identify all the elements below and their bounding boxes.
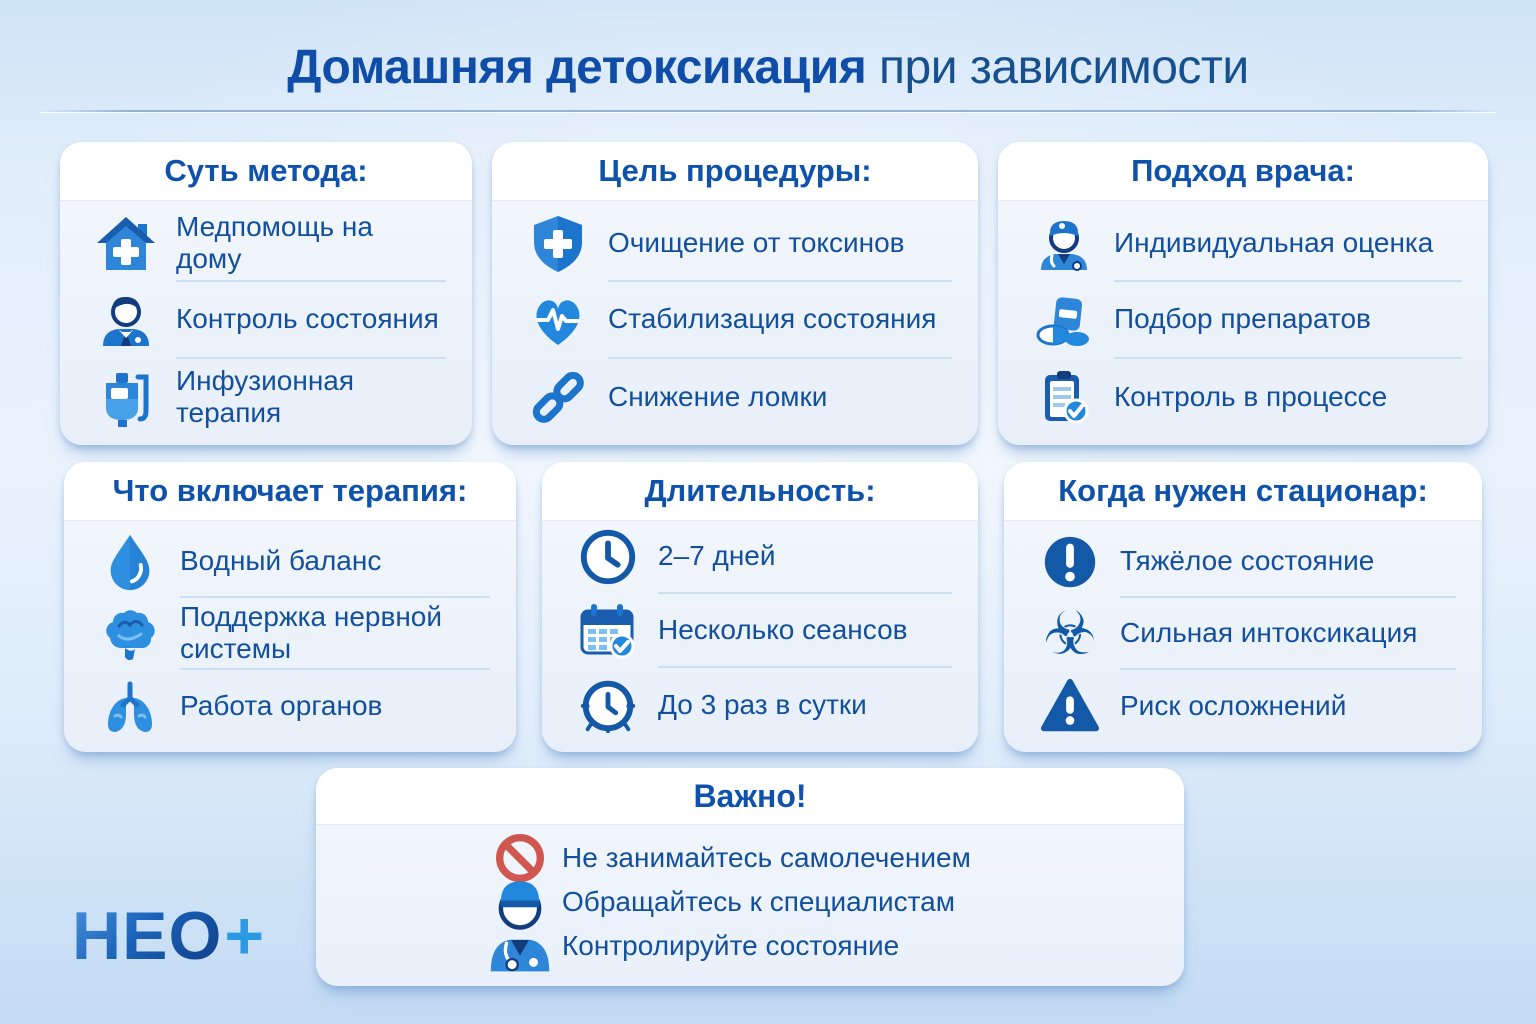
item-label: 2–7 дней	[658, 540, 776, 571]
title-divider	[40, 110, 1497, 112]
item-label: Очищение от токсинов	[608, 227, 905, 259]
item-label: Контроль состояния	[176, 303, 439, 335]
item-label: Индивидуальная оценка	[1114, 227, 1434, 259]
card-doctor-approach	[998, 142, 1488, 445]
item-label: Водный баланс	[180, 545, 382, 576]
item-label: Поддержка нервной системы	[180, 601, 443, 664]
card-header: Подход врача:	[998, 142, 1488, 200]
card-header: Что включает терапия:	[64, 462, 516, 520]
item-label: Инфузионная терапия	[176, 364, 355, 428]
item-label: Риск осложнений	[1120, 690, 1347, 721]
list-item	[1034, 598, 1456, 670]
cards-row-2	[64, 462, 1482, 752]
item-label: Стабилизация состояния	[608, 303, 937, 335]
important-item-label: Контролируйте состояние	[562, 930, 900, 961]
card-method-essence	[60, 142, 472, 445]
list-item	[572, 594, 952, 668]
medications-icon	[1028, 282, 1100, 358]
item-label: До 3 раз в сутки	[658, 689, 867, 720]
brain-icon	[94, 598, 166, 670]
list-item	[572, 668, 952, 742]
list-item	[522, 359, 952, 435]
lungs-icon	[94, 670, 166, 742]
cards-row-1	[60, 142, 1488, 445]
list-item	[90, 359, 446, 435]
list-item	[1028, 359, 1462, 435]
card-header: Суть метода:	[60, 142, 472, 200]
card-important	[316, 768, 1184, 986]
clipboard-check-icon	[1028, 359, 1100, 435]
page-title-bold: Домашняя детоксикация	[287, 41, 867, 94]
list-item	[1034, 526, 1456, 598]
alarm-clock-icon	[572, 668, 644, 742]
important-item-label: Не занимайтесь самолечением	[562, 842, 971, 873]
item-label: Снижение ломки	[608, 380, 828, 412]
list-item	[522, 206, 952, 282]
exclamation-circle-icon	[1034, 526, 1106, 598]
item-label: Контроль в процессе	[1114, 380, 1388, 412]
card-procedure-goal	[492, 142, 978, 445]
warning-triangle-icon	[1034, 670, 1106, 742]
card-when-hospital	[1004, 462, 1482, 752]
item-label: Несколько сеансов	[658, 614, 908, 645]
item-label: Сильная интоксикация	[1120, 617, 1418, 648]
list-item	[1034, 670, 1456, 742]
list-item	[522, 282, 952, 358]
card-header: Важно!	[316, 768, 1184, 824]
list-item	[90, 206, 446, 282]
clock-icon	[572, 520, 644, 594]
house-medical-icon	[90, 206, 162, 282]
item-label: Тяжёлое состояние	[1120, 545, 1375, 576]
list-item	[572, 520, 952, 594]
heart-pulse-icon	[522, 282, 594, 358]
neo-plus-logo	[72, 898, 266, 974]
item-label: Подбор препаратов	[1114, 303, 1371, 335]
list-item	[1028, 282, 1462, 358]
logo-text: НЕО	[72, 898, 223, 974]
chain-link-icon	[522, 359, 594, 435]
iv-drip-icon	[90, 359, 162, 435]
page-title	[0, 40, 1536, 95]
card-header: Цель процедуры:	[492, 142, 978, 200]
important-item-label: Обращайтесь к специалистам	[562, 886, 955, 917]
card-therapy-includes	[64, 462, 516, 752]
shield-cross-icon	[522, 206, 594, 282]
doctor-cap-icon	[1028, 206, 1100, 282]
doctor-icon	[90, 282, 162, 358]
list-item	[1028, 206, 1462, 282]
item-label: Работа органов	[180, 690, 383, 721]
item-label: Медпомощь на дому	[176, 211, 373, 275]
page-title-regular: при зависимости	[866, 41, 1249, 94]
list-item	[94, 598, 490, 670]
logo-plus-icon: +	[224, 898, 266, 974]
card-duration	[542, 462, 978, 752]
calendar-check-icon	[572, 594, 644, 668]
card-header: Длительность:	[542, 462, 978, 520]
biohazard-icon: ☣	[1043, 599, 1097, 669]
card-header: Когда нужен стационар:	[1004, 462, 1482, 520]
list-item	[94, 526, 490, 598]
list-item	[94, 670, 490, 742]
water-drop-icon	[94, 526, 166, 598]
masked-doctor-icon	[484, 872, 556, 974]
list-item	[90, 282, 446, 358]
